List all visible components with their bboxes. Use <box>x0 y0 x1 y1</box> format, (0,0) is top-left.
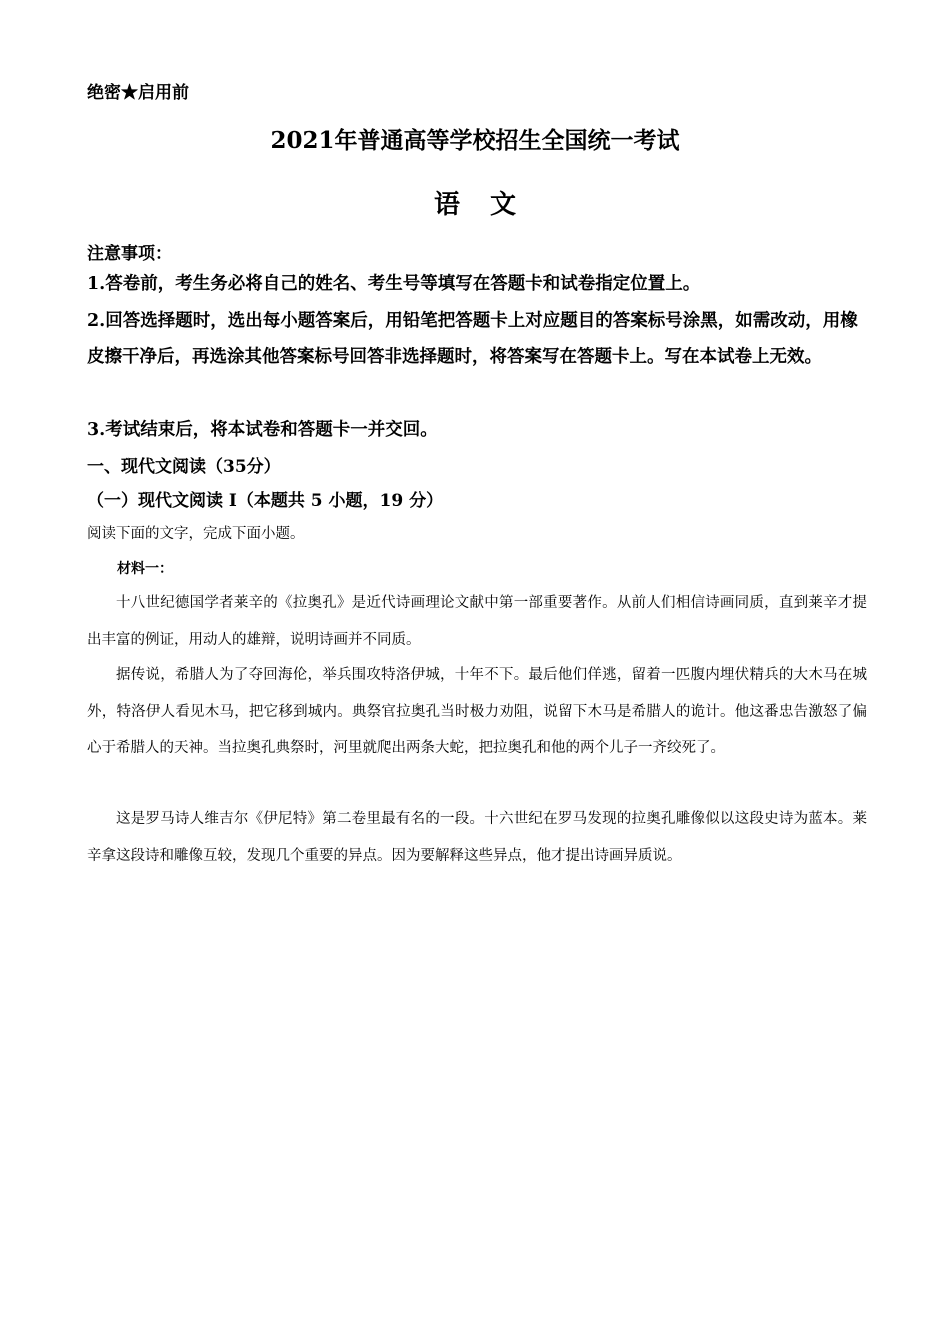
subsection-heading: （一）现代文阅读 I（本题共 5 小题，19 分） <box>87 491 444 511</box>
exam-title: 2021年普通高等学校招生全国统一考试 <box>270 127 680 154</box>
subject-title <box>0 184 950 221</box>
material-label: 材料一： <box>117 561 173 577</box>
notice-item-3: 3.考试结束后，将本试卷和答题卡一并交回。 <box>87 420 438 440</box>
material-paragraph-1: 十八世纪德国学者莱辛的《拉奥孔》是近代诗画理论文献中第一部重要著作。从前人们相信诗画同质，直到莱辛才提出丰富的例证，用动人的雄辩，说明诗画并不同质。 <box>87 595 867 648</box>
notice-item-1: 1.答卷前，考生务必将自己的姓名、考生号等填写在答题卡和试卷指定位置上。 <box>87 274 701 294</box>
subject-title-part2: 文 <box>490 190 517 220</box>
section-heading: 一、现代文阅读（35分） <box>87 457 281 477</box>
notice-item-2: 2.回答选择题时，选出每小题答案后，用铅笔把答题卡上对应题目的答案标号涂黑，如需改动，用橡皮擦干净后，再选涂其他答案标号回答非选择题时，将答案写在答题卡上。写在本试卷上无效。 <box>87 311 858 367</box>
subject-title-part1: 语 <box>433 190 460 220</box>
confidential-label: 绝密★启用前 <box>87 83 189 103</box>
material-paragraph-3: 这是罗马诗人维吉尔《伊尼特》第二卷里最有名的一段。十六世纪在罗马发现的拉奥孔雕像似以这段史诗为蓝本。莱辛拿这段诗和雕像互较，发现几个重要的异点。因为要解释这些异点，他才提出诗画异质说。 <box>87 811 867 864</box>
reading-instruction: 阅读下面的文字，完成下面小题。 <box>87 526 305 542</box>
notice-heading: 注意事项： <box>87 244 172 264</box>
material-paragraph-2: 据传说，希腊人为了夺回海伦，举兵围攻特洛伊城，十年不下。最后他们佯逃，留着一匹腹内埋伏精兵的大木马在城外，特洛伊人看见木马，把它移到城内。典祭官拉奥孔当时极力劝阻，说留下木马是希腊人的诡计。他这番忠告激怒了偏心于希腊人的天神。当拉奥孔典祭时，河里就爬出两条大蛇，把拉奥孔和他的两个儿子一齐绞死了。 <box>87 667 867 756</box>
